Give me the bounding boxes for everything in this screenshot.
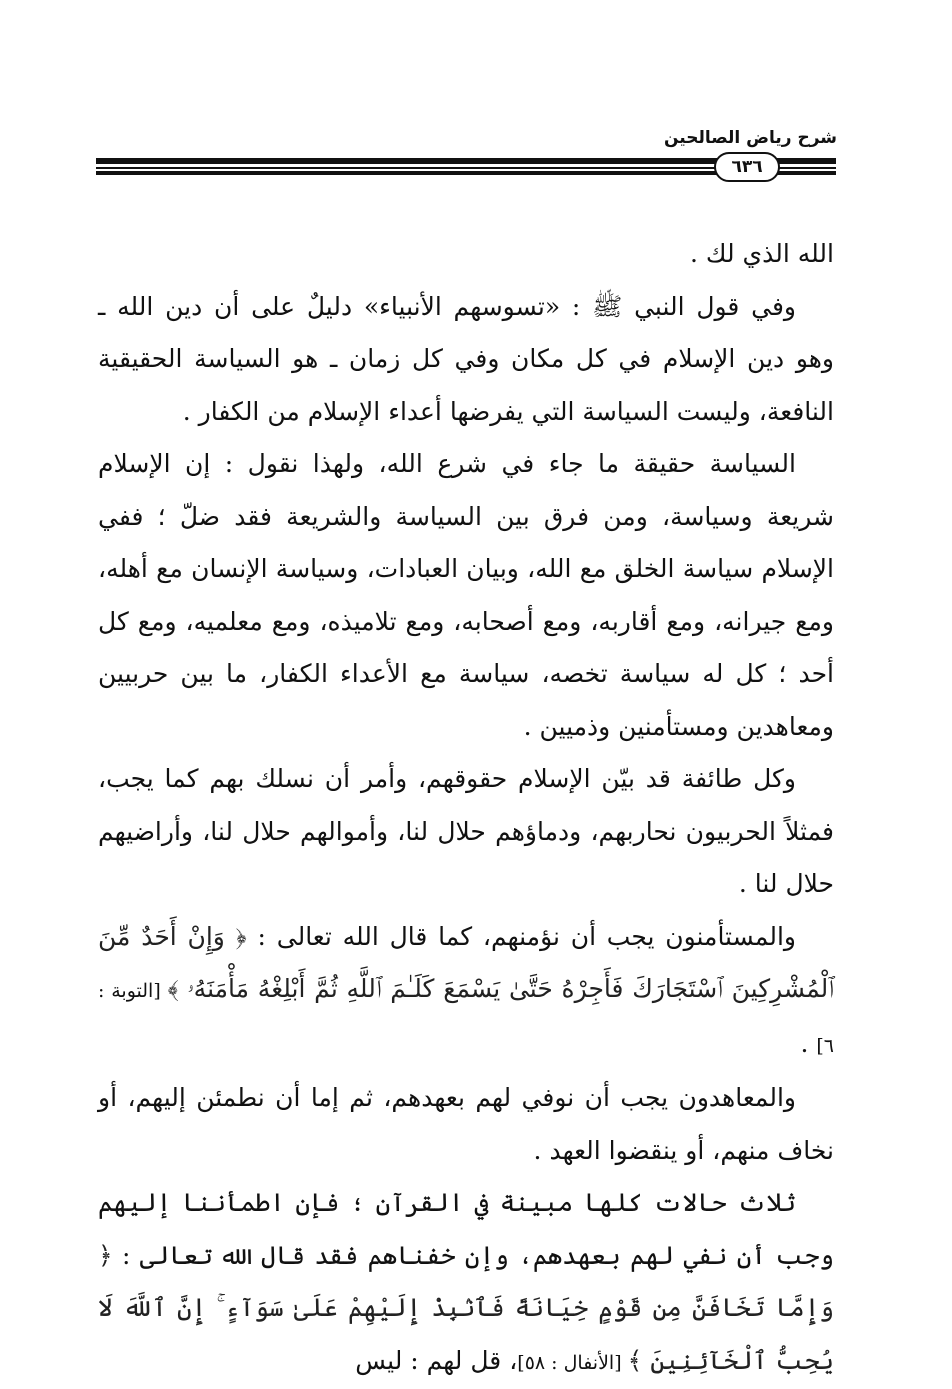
quran-verse: ﴿ وَإِمَّا تَخَافَنَّ مِن قَوْمٍ خِيَانَةً فَٱنۢبِذْ إِلَيْهِمْ عَلَىٰ سَوَآءٍ ۚ إِنَّ ٱللَّهَ لَا يُحِبُّ ٱلْخَآئِنِينَ ﴾ — [98, 1240, 834, 1375]
paragraph — [98, 281, 834, 439]
paragraph — [98, 1177, 834, 1389]
page-number: ٦٣٦ — [714, 152, 780, 182]
running-title: شرح رياض الصالحين — [663, 128, 837, 148]
paragraph — [98, 753, 834, 911]
verse-reference: [التوبة : ٦] — [98, 980, 834, 1057]
paragraph — [98, 1072, 834, 1177]
paragraph-text: ثلاث حالات كلها مبينة في القرآن ؛ فإن اطمأننا إليهم وجب أن نفي لهم بعهدهم، وإن خفناهم فقد قال الله تعالى : — [98, 1188, 834, 1270]
paragraph-text: الله الذي لك . — [690, 239, 834, 268]
paragraph — [98, 438, 834, 753]
paragraph-text: والمستأمنون يجب أن نؤمنهم، كما قال الله تعالى : — [246, 921, 796, 951]
paragraph-text: السياسة حقيقة ما جاء في شرع الله، ولهذا نقول : إن الإسلام شريعة وسياسة، ومن فرق بين السياسة والشريعة فقد ضلّ ؛ ففي الإسلام سياسة الخلق مع الله، وبيان العبادات، وسياسة الإنسان مع أهله، ومع جيرانه، ومع أقاربه، ومع أصحابه، ومع تلاميذه، ومع معلميه، ومع كل أحد ؛ كل له سياسة تخصه، سياسة مع الأعداء الكفار، ما بين حربيين ومعاهدين ومستأمنين وذميين . — [98, 449, 834, 741]
paragraph-text: وفي قول النبي ﷺ : «تسوسهم الأنبياء» دليلٌ على أن دين الله ـ وهو دين الإسلام في كل مكان وفي كل زمان ـ هو السياسة الحقيقية النافعة، وليست السياسة التي يفرضها أعداء الإسلام من الكفار . — [98, 291, 834, 426]
verse-reference: [الأنفال : ٥٨] — [517, 1351, 628, 1374]
paragraph — [98, 228, 834, 281]
paragraph — [98, 911, 834, 1073]
paragraph-text: والمعاهدون يجب أن نوفي لهم بعهدهم، ثم إما أن نطمئن إليهم، أو نخاف منهم، أو ينقضوا العهد . — [98, 1083, 834, 1165]
quran-verse: ﴿ وَإِنْ أَحَدٌ مِّنَ ٱلْمُشْرِكِينَ ٱسْتَجَارَكَ فَأَجِرْهُ حَتَّىٰ يَسْمَعَ كَلَـٰمَ ٱللَّهِ ثُمَّ أَبْلِغْهُ مَأْمَنَهُۥ ﴾ — [98, 921, 834, 1003]
paragraph-text: . — [800, 1028, 817, 1058]
paragraph-text: ، قل لهم : ليس — [355, 1345, 518, 1375]
body-text — [98, 228, 834, 1389]
paragraph-text: وكل طائفة قد بيّن الإسلام حقوقهم، وأمر أن نسلك بهم كما يجب، فمثلاً الحربيون نحاربهم، ودماؤهم حلال لنا، وأموالهم حلال لنا، وأراضيهم حلال لنا . — [98, 764, 834, 898]
